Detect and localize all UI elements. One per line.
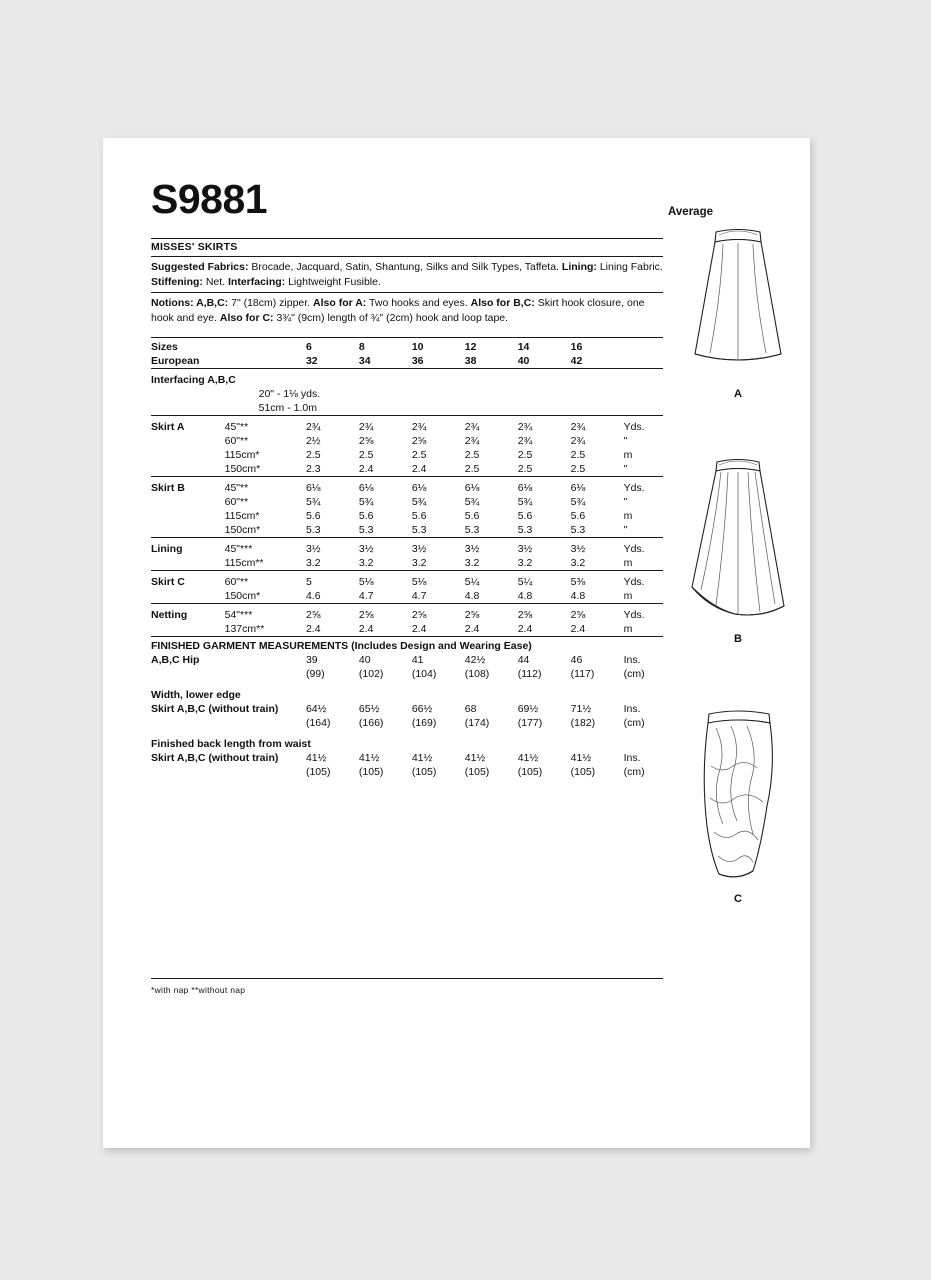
yardage-cell: 3½ — [465, 538, 518, 557]
width-ins-cell: 65½ — [358, 703, 380, 715]
notions-c-label: Also for C: — [219, 311, 274, 324]
notions-a-label: Also for A: — [313, 297, 367, 310]
width-cm-cell: (164) — [305, 717, 331, 729]
yardage-cell: 5 — [306, 571, 359, 590]
interfacing-label: Interfacing: — [228, 275, 286, 288]
yardage-cell: 3½ — [412, 538, 465, 557]
table-row — [151, 765, 663, 779]
yardage-cell: 5¾ — [305, 496, 321, 508]
yardage-cell: 5.6 — [570, 510, 586, 522]
european-cell: 32 — [305, 355, 318, 367]
fabric-width: 45"** — [225, 416, 306, 435]
length-cm-cell: (105) — [305, 766, 331, 778]
yardage-cell: 3½ — [571, 538, 624, 557]
length-label: Skirt A,B,C (without train) — [151, 752, 279, 764]
width-ins-cell: 71½ — [570, 703, 592, 715]
length-ins-cell: 41½ — [517, 752, 539, 764]
fabric-width: 150cm* — [224, 590, 261, 602]
yardage-cell: 4.8 — [464, 590, 480, 602]
unit-cell: Ins. — [623, 752, 641, 764]
table-row-sizes — [151, 338, 663, 355]
yardage-cell: 3.2 — [358, 557, 374, 569]
yardage-cell: 4.7 — [358, 590, 374, 602]
table-row — [151, 462, 663, 477]
yardage-cell: 2.4 — [570, 623, 586, 635]
yardage-cell: 5.6 — [464, 510, 480, 522]
size-cell: 10 — [412, 338, 465, 355]
yardage-cell: 2¾ — [359, 416, 412, 435]
width-ins-cell: 64½ — [305, 703, 327, 715]
unit-cell: m — [623, 590, 633, 602]
yardage-cell: 4.8 — [517, 590, 533, 602]
length-ins-cell: 41½ — [570, 752, 592, 764]
european-cell: 40 — [517, 355, 530, 367]
width-cm-cell: (174) — [464, 717, 490, 729]
yardage-cell: 2½ — [305, 435, 321, 447]
hip-cm-cell: (99) — [305, 668, 325, 680]
yardage-cell: 2¾ — [412, 416, 465, 435]
hip-cm-cell: (112) — [517, 668, 542, 680]
yardage-cell: 6⅛ — [412, 477, 465, 496]
fabric-width: 115cm* — [224, 449, 260, 461]
interfacing-imperial: 20" - 1⅛ yds. — [258, 388, 321, 400]
width-label: Skirt A,B,C (without train) — [151, 703, 279, 715]
unit-cell: (cm) — [623, 668, 645, 680]
size-cell: 12 — [465, 338, 518, 355]
table-row — [151, 702, 663, 716]
illustration-caption-c: C — [734, 893, 742, 905]
table-row — [151, 716, 663, 730]
interfacing-label: Interfacing A,B,C — [151, 369, 663, 388]
yardage-cell: 2.4 — [411, 623, 427, 635]
skirt-c-drawing — [683, 706, 793, 891]
table-row — [151, 751, 663, 765]
fabric-width: 115cm* — [224, 510, 260, 522]
unit-cell: " — [623, 496, 628, 508]
garment-category: MISSES' SKIRTS — [151, 241, 238, 253]
unit-cell: " — [623, 524, 628, 536]
table-row-european — [151, 354, 663, 369]
table-row — [151, 416, 663, 435]
length-ins-cell: 41½ — [411, 752, 433, 764]
yardage-cell: 5⅜ — [571, 571, 624, 590]
hip-ins-cell: 39 — [305, 654, 318, 666]
yardage-cell: 2.5 — [358, 449, 374, 461]
unit-cell: m — [623, 510, 633, 522]
fabric-width: 54"*** — [225, 604, 306, 623]
yardage-cell: 2.5 — [570, 463, 586, 475]
hip-ins-cell: 42½ — [464, 654, 486, 666]
table-row — [151, 737, 663, 751]
table-row — [151, 538, 663, 557]
skirt-b-drawing — [683, 456, 793, 631]
fabric-width: 137cm** — [224, 623, 265, 635]
yardage-cell: 3.2 — [570, 557, 586, 569]
yardage-cell: 5.3 — [570, 524, 586, 536]
yardage-cell: 2¾ — [465, 416, 518, 435]
group-label-skirt-a: Skirt A — [151, 416, 225, 435]
fabric-width: 150cm* — [224, 463, 261, 475]
group-label-netting: Netting — [151, 604, 225, 623]
lining-text: Lining Fabric. — [596, 261, 663, 274]
yardage-cell: 2⅝ — [358, 435, 374, 447]
table-row-interfacing-imperial — [151, 387, 663, 401]
table-row — [151, 667, 663, 681]
yardage-cell: 5¾ — [517, 496, 533, 508]
notions — [151, 293, 663, 328]
unit-cell: " — [623, 463, 628, 475]
yardage-cell: 5.6 — [358, 510, 374, 522]
european-cell: 34 — [358, 355, 371, 367]
yardage-cell: 5.3 — [358, 524, 374, 536]
width-ins-cell: 66½ — [411, 703, 433, 715]
table-row — [151, 622, 663, 637]
unit-cell: m — [623, 557, 633, 569]
length-ins-cell: 41½ — [358, 752, 380, 764]
table-row — [151, 523, 663, 538]
table-row — [151, 495, 663, 509]
length-cm-cell: (105) — [358, 766, 384, 778]
unit-cell: Yds. — [624, 604, 663, 623]
table-row-interfacing-metric — [151, 401, 663, 416]
table-row — [151, 604, 663, 623]
fabric-width: 115cm** — [224, 557, 264, 569]
table-row — [151, 434, 663, 448]
table-row — [151, 448, 663, 462]
fabric-width: 45"** — [225, 477, 306, 496]
illustration-view-b — [678, 456, 798, 645]
yardage-cell: 2¾ — [306, 416, 359, 435]
yardage-cell: 2.3 — [305, 463, 321, 475]
hip-cm-cell: (102) — [358, 668, 384, 680]
skirt-a-drawing — [683, 226, 793, 386]
finished-measurements-heading: FINISHED GARMENT MEASUREMENTS (Includes Design and Wearing Ease) — [151, 637, 663, 654]
footnote-block — [151, 978, 663, 995]
unit-cell: (cm) — [623, 766, 645, 778]
yardage-cell: 2⅝ — [571, 604, 624, 623]
size-cell: 14 — [518, 338, 571, 355]
yardage-cell: 2⅝ — [465, 604, 518, 623]
yardage-cell: 2.5 — [517, 463, 533, 475]
yardage-cell: 2¾ — [571, 416, 624, 435]
group-label-skirt-c: Skirt C — [151, 571, 225, 590]
fabric-width: 150cm* — [224, 524, 261, 536]
european-cell: 42 — [570, 355, 583, 367]
yardage-cell: 5.3 — [464, 524, 480, 536]
yardage-cell: 2⅝ — [412, 604, 465, 623]
yardage-cell: 2⅝ — [359, 604, 412, 623]
length-ins-cell: 41½ — [305, 752, 327, 764]
yardage-table — [151, 337, 663, 779]
european-label: European — [151, 355, 200, 367]
stiffening-label: Stiffening: — [151, 275, 203, 288]
suggested-fabrics — [151, 257, 663, 292]
unit-cell: Ins. — [623, 703, 641, 715]
interfacing-metric: 51cm - 1.0m — [258, 402, 317, 414]
table-row — [151, 509, 663, 523]
yardage-cell: 2.5 — [464, 449, 480, 461]
yardage-cell: 3.2 — [411, 557, 427, 569]
width-lower-edge-heading: Width, lower edge — [151, 689, 241, 701]
size-cell: 6 — [306, 338, 359, 355]
size-cell: 8 — [359, 338, 412, 355]
yardage-cell: 2⅝ — [411, 435, 427, 447]
yardage-cell: 3.2 — [517, 557, 533, 569]
yardage-cell: 4.6 — [305, 590, 321, 602]
yardage-cell: 2.4 — [358, 463, 374, 475]
difficulty-badge: Average — [668, 206, 713, 218]
fabric-width: 60"** — [225, 571, 306, 590]
size-cell: 16 — [571, 338, 624, 355]
interfacing-text: Lightweight Fusible. — [285, 275, 381, 288]
yardage-cell: 5.6 — [517, 510, 533, 522]
unit-cell: (cm) — [623, 717, 645, 729]
length-cm-cell: (105) — [411, 766, 437, 778]
illustration-caption-b: B — [734, 633, 742, 645]
yardage-cell: 2¾ — [570, 435, 586, 447]
yardage-cell: 2.5 — [464, 463, 480, 475]
notions-bc-label: Also for B,C: — [470, 297, 535, 310]
table-row-finished-heading — [151, 637, 663, 654]
unit-cell: Yds. — [624, 416, 663, 435]
hip-cm-cell: (108) — [464, 668, 490, 680]
length-cm-cell: (105) — [517, 766, 543, 778]
stiffening-text: Net. — [202, 275, 228, 288]
yardage-cell: 6⅛ — [571, 477, 624, 496]
hip-ins-cell: 44 — [517, 654, 530, 666]
length-ins-cell: 41½ — [464, 752, 486, 764]
illustration-view-c — [678, 706, 798, 905]
yardage-cell: 2.5 — [517, 449, 533, 461]
finished-length-heading: Finished back length from waist — [151, 738, 311, 750]
width-cm-cell: (177) — [517, 717, 543, 729]
yardage-cell: 3.2 — [305, 557, 321, 569]
yardage-cell: 6⅛ — [306, 477, 359, 496]
group-label-skirt-b: Skirt B — [151, 477, 225, 496]
table-row — [151, 477, 663, 496]
notions-bc-text: Skirt hook closure, one hook and eye. — [151, 297, 645, 324]
table-row — [151, 688, 663, 702]
yardage-cell: 2.5 — [305, 449, 321, 461]
length-cm-cell: (105) — [464, 766, 490, 778]
unit-cell: Yds. — [624, 477, 663, 496]
yardage-cell: 5¼ — [518, 571, 571, 590]
table-row — [151, 571, 663, 590]
illustration-view-a — [678, 226, 798, 400]
notions-c-text: 3¾" (9cm) length of ¾" (2cm) hook and loop tape. — [273, 311, 509, 324]
yardage-cell: 2⅝ — [518, 604, 571, 623]
yardage-cell: 3½ — [518, 538, 571, 557]
yardage-cell: 3½ — [359, 538, 412, 557]
hip-cm-cell: (117) — [570, 668, 595, 680]
unit-cell: Ins. — [623, 654, 641, 666]
fabrics-label: Suggested Fabrics: — [151, 261, 249, 274]
illustration-caption-a: A — [734, 388, 742, 400]
yardage-cell: 5¾ — [570, 496, 586, 508]
european-cell: 36 — [411, 355, 424, 367]
yardage-cell: 6⅛ — [359, 477, 412, 496]
yardage-cell: 5⅛ — [412, 571, 465, 590]
divider — [151, 978, 663, 979]
hip-ins-cell: 41 — [411, 654, 424, 666]
fabrics-text: Brocade, Jacquard, Satin, Shantung, Silks and Silk Types, Taffeta. — [248, 261, 562, 274]
yardage-cell: 2¾ — [518, 416, 571, 435]
notions-label: Notions: A,B,C: — [151, 297, 229, 310]
table-row — [151, 589, 663, 604]
yardage-cell: 2.5 — [570, 449, 586, 461]
unit-cell: " — [623, 435, 628, 447]
unit-cell: m — [623, 623, 633, 635]
length-cm-cell: (105) — [570, 766, 596, 778]
unit-cell: Yds. — [624, 538, 663, 557]
yardage-cell: 3½ — [306, 538, 359, 557]
notions-a-text: Two hooks and eyes. — [366, 297, 471, 310]
page-title: S9881 — [151, 176, 268, 222]
yardage-cell: 6⅛ — [518, 477, 571, 496]
description-block — [151, 238, 663, 328]
hip-label: A,B,C Hip — [151, 654, 200, 666]
yardage-cell: 2.5 — [411, 449, 427, 461]
yardage-cell: 5¾ — [411, 496, 427, 508]
unit-cell: m — [623, 449, 633, 461]
yardage-cell: 2¾ — [464, 435, 480, 447]
yardage-cell: 5.3 — [411, 524, 427, 536]
notions-text: 7" (18cm) zipper. — [228, 297, 314, 310]
pattern-envelope-back — [103, 138, 810, 1148]
yardage-cell: 2.4 — [305, 623, 321, 635]
width-cm-cell: (169) — [411, 717, 437, 729]
yardage-cell: 5.3 — [517, 524, 533, 536]
table-row — [151, 556, 663, 571]
fabric-width: 60"** — [224, 496, 249, 508]
yardage-cell: 5⅛ — [359, 571, 412, 590]
hip-ins-cell: 40 — [358, 654, 371, 666]
width-ins-cell: 69½ — [517, 703, 539, 715]
yardage-cell: 4.7 — [411, 590, 427, 602]
unit-cell: Yds. — [624, 571, 663, 590]
group-label-lining: Lining — [151, 538, 225, 557]
yardage-cell: 2¾ — [517, 435, 533, 447]
yardage-cell: 2.4 — [411, 463, 427, 475]
width-cm-cell: (166) — [358, 717, 384, 729]
yardage-cell: 4.8 — [570, 590, 586, 602]
width-cm-cell: (182) — [570, 717, 596, 729]
sizes-label: Sizes — [151, 338, 225, 355]
table-row-interfacing — [151, 369, 663, 388]
yardage-cell: 2.4 — [517, 623, 533, 635]
nap-footnote: *with nap **without nap — [151, 985, 246, 995]
width-ins-cell: 68 — [464, 703, 477, 715]
yardage-cell: 6⅛ — [465, 477, 518, 496]
yardage-cell: 5¼ — [465, 571, 518, 590]
yardage-cell: 5¾ — [358, 496, 374, 508]
table-row — [151, 653, 663, 667]
yardage-cell: 2⅝ — [306, 604, 359, 623]
yardage-cell: 3.2 — [464, 557, 480, 569]
yardage-cell: 5.3 — [305, 524, 321, 536]
yardage-cell: 5¾ — [464, 496, 480, 508]
yardage-cell: 2.4 — [358, 623, 374, 635]
hip-cm-cell: (104) — [411, 668, 437, 680]
fabric-width: 60"** — [224, 435, 249, 447]
yardage-cell: 2.4 — [464, 623, 480, 635]
european-cell: 38 — [464, 355, 477, 367]
fabric-width: 45"*** — [225, 538, 306, 557]
yardage-cell: 5.6 — [305, 510, 321, 522]
lining-label: Lining: — [561, 261, 597, 274]
yardage-cell: 5.6 — [411, 510, 427, 522]
hip-ins-cell: 46 — [570, 654, 583, 666]
